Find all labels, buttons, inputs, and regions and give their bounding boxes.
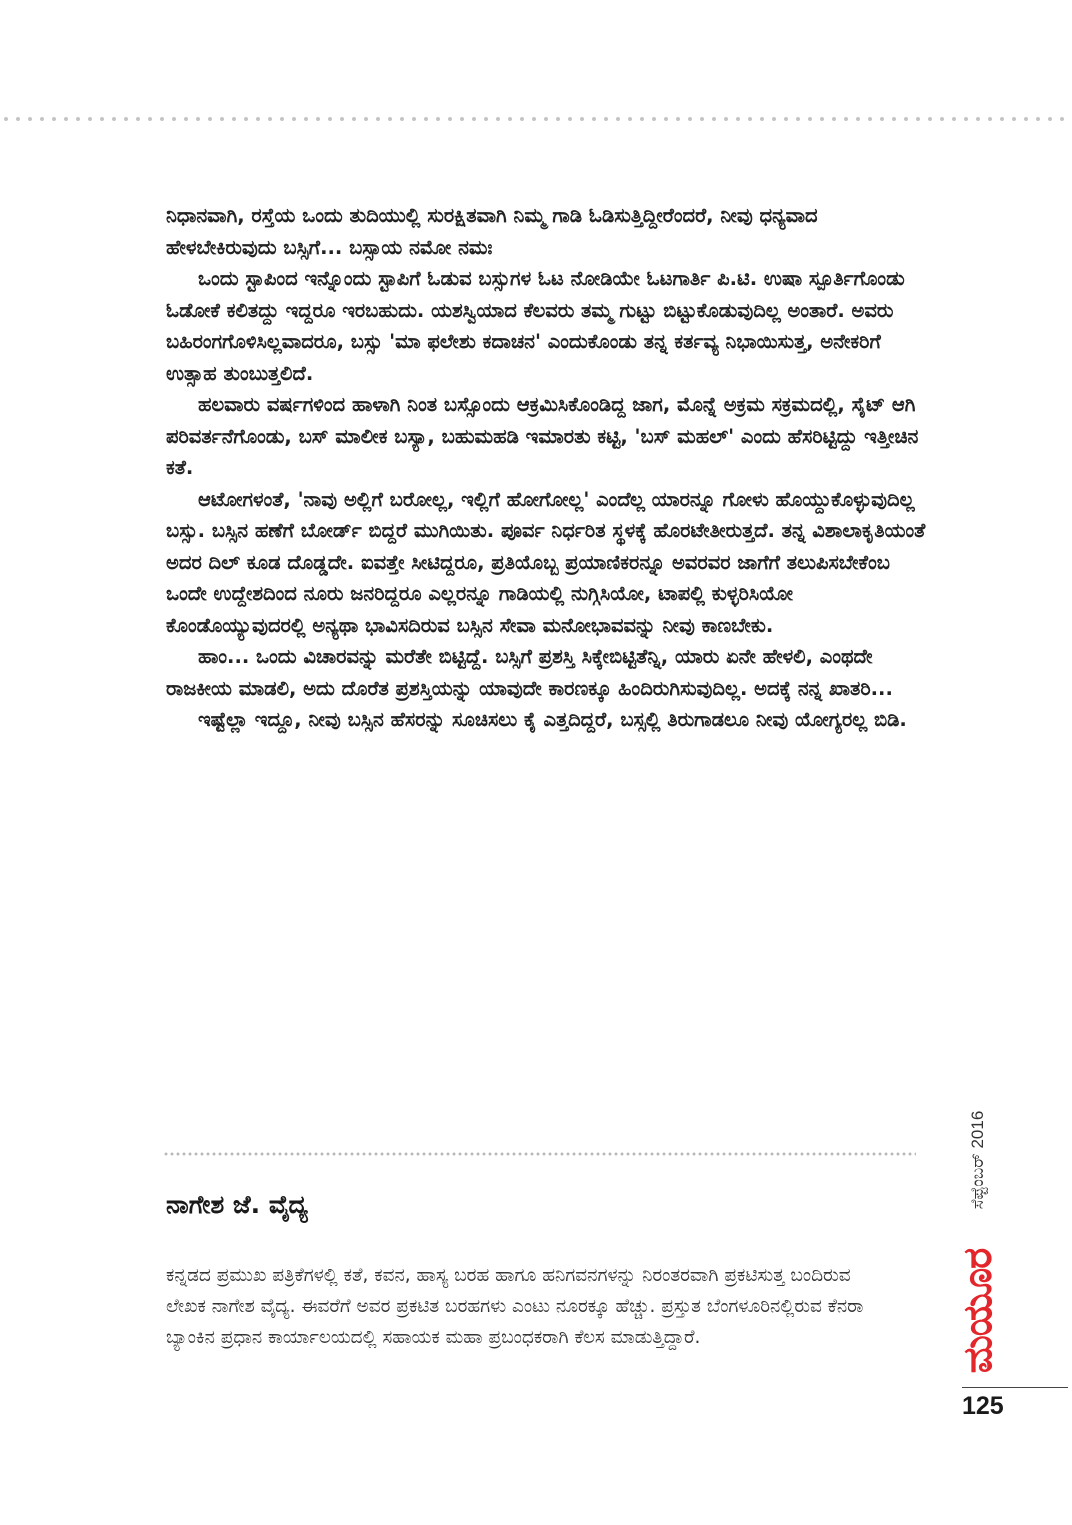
magazine-logo (955, 1240, 1001, 1382)
issue-date-text: ಸೆಪ್ಟೆಂಬರ್ 2016 (968, 1110, 987, 1210)
article-paragraph-6: ಇಷ್ಟೆಲ್ಲಾ ಇದ್ದೂ, ನೀವು ಬಸ್ಸಿನ ಹೆಸರನ್ನು ಸೂಚಿಸಲು ಕೈ ಎತ್ತದಿದ್ದರೆ, ಬಸ್ಸಲ್ಲಿ ತಿರುಗಾಡಲೂ ನೀವು ಯೋಗ್ಯರಲ್ಲ ಬಿಡಿ. (198, 708, 907, 731)
top-dotted-border (0, 116, 1072, 122)
author-bio: ಕನ್ನಡದ ಪ್ರಮುಖ ಪತ್ರಿಕೆಗಳಲ್ಲಿ ಕತೆ, ಕವನ, ಹಾಸ್ಯ ಬರಹ ಹಾಗೂ ಹನಿಗವನಗಳನ್ನು ನಿರಂತರವಾಗಿ ಪ್ರಕಟಿಸುತ್ತ ಬಂದಿರುವ ಲೇಖಕ ನಾಗೇಶ ವೈದ್ಯ. ಈವರೆಗೆ ಅವರ ಪ್ರಕಟಿತ ಬರಹಗಳು ಎಂಟು ನೂರಕ್ಕೂ ಹೆಚ್ಚು. ಪ್ರಸ್ತುತ ಬೆಂಗಳೂರಿನಲ್ಲಿರುವ ಕೆನರಾ ಬ್ಯಾಂಕಿನ ಪ್ರಧಾನ ಕಾರ್ಯಾಲಯದಲ್ಲಿ ಸಹಾಯಕ ಮಹಾ ಪ್ರಬಂಧಕರಾಗಿ ಕೆಲಸ ಮಾಡುತ್ತಿದ್ದಾರೆ. (166, 1265, 864, 1348)
article-paragraph-4: ಆಟೋಗಳಂತೆ, 'ನಾವು ಅಲ್ಲಿಗೆ ಬರೋಲ್ಲ, ಇಲ್ಲಿಗೆ ಹೋಗೋಲ್ಲ' ಎಂದೆಲ್ಲ ಯಾರನ್ನೂ ಗೋಳು ಹೊಯ್ದುಕೊಳ್ಳುವುದಿಲ್ಲ ಬಸ್ಸು. ಬಸ್ಸಿನ ಹಣೆಗೆ ಬೋರ್ಡ್ ಬಿದ್ದರೆ ಮುಗಿಯಿತು. ಪೂರ್ವ ನಿರ್ಧರಿತ ಸ್ಥಳಕ್ಕೆ ಹೊರಟೇತೀರುತ್ತದೆ. ತನ್ನ ವಿಶಾಲಾಕೃತಿಯಂತೆ ಅದರ ದಿಲ್ ಕೂಡ ದೊಡ್ಡದೇ. ಐವತ್ತೇ ಸೀಟಿದ್ದರೂ, ಪ್ರತಿಯೊಬ್ಬ ಪ್ರಯಾಣಿಕರನ್ನೂ ಅವರವರ ಜಾಗೆಗೆ ತಲುಪಿಸಬೇಕೆಂಬ ಒಂದೇ ಉದ್ದೇಶದಿಂದ ನೂರು ಜನರಿದ್ದರೂ ಎಲ್ಲರನ್ನೂ ಗಾಡಿಯಲ್ಲಿ ನುಗ್ಗಿಸಿಯೋ, ಟಾಪಲ್ಲಿ ಕುಳ್ಳರಿಸಿಯೋ ಕೊಂಡೊಯ್ಯುವುದರಲ್ಲಿ ಅನ್ಯಥಾ ಭಾವಿಸದಿರುವ ಬಸ್ಸಿನ ಸೇವಾ ಮನೋಭಾವವನ್ನು ನೀವು ಕಾಣಬೇಕು. (166, 487, 926, 637)
article-body (166, 200, 926, 736)
page-number-rule (962, 1387, 1068, 1388)
article-paragraph-5: ಹಾಂ... ಒಂದು ವಿಚಾರವನ್ನು ಮರೆತೇ ಬಿಟ್ಟಿದ್ದೆ. ಬಸ್ಸಿಗೆ ಪ್ರಶಸ್ತಿ ಸಿಕ್ಕೇಬಿಟ್ಟಿತೆನ್ನಿ, ಯಾರು ಏನೇ ಹೇಳಲಿ, ಎಂಥದೇ ರಾಜಕೀಯ ಮಾಡಲಿ, ಅದು ದೊರೆತ ಪ್ರಶಸ್ತಿಯನ್ನು ಯಾವುದೇ ಕಾರಣಕ್ಕೂ ಹಿಂದಿರುಗಿಸುವುದಿಲ್ಲ. ಅದಕ್ಕೆ ನನ್ನ ಖಾತರಿ... (166, 645, 893, 700)
article-paragraph-1: ನಿಧಾನವಾಗಿ, ರಸ್ತೆಯ ಒಂದು ತುದಿಯುಲ್ಲಿ ಸುರಕ್ಷಿತವಾಗಿ ನಿಮ್ಮ ಗಾಡಿ ಓಡಿಸುತ್ತಿದ್ದೀರೆಂದರೆ, ನೀವು ಧನ್ಯವಾದ ಹೇಳಬೇಕಿರುವುದು ಬಸ್ಸಿಗೆ... ಬಸ್ಸಾಯ ನಮೋ ನಮಃ (166, 204, 818, 259)
bio-dotted-divider (163, 1152, 916, 1156)
author-name: ನಾಗೇಶ ಜೆ. ವೈದ್ಯ (166, 1190, 309, 1219)
issue-date (960, 1100, 996, 1220)
article-paragraph-2: ಒಂದು ಸ್ಟಾಪಿಂದ ಇನ್ನೊಂದು ಸ್ಟಾಪಿಗೆ ಓಡುವ ಬಸ್ಸುಗಳ ಓಟ ನೋಡಿಯೇ ಓಟಗಾರ್ತಿ ಪಿ.ಟಿ. ಉಷಾ ಸ್ಪೂರ್ತಿಗೊಂಡು ಓಡೋಕೆ ಕಲಿತದ್ದು ಇದ್ದರೂ ಇರಬಹುದು. ಯಶಸ್ವಿಯಾದ ಕೆಲವರು ತಮ್ಮ ಗುಟ್ಟು ಬಿಟ್ಟುಕೊಡುವುದಿಲ್ಲ ಅಂತಾರೆ. ಅವರು ಬಹಿರಂಗಗೊಳಿಸಿಲ್ಲವಾದರೂ, ಬಸ್ಸು 'ಮಾ ಫಲೇಶು ಕದಾಚನ' ಎಂದುಕೊಂಡು ತನ್ನ ಕರ್ತವ್ಯ ನಿಭಾಯಿಸುತ್ತ, ಅನೇಕರಿಗೆ ಉತ್ಸಾಹ ತುಂಬುತ್ತಲಿದೆ. (166, 267, 905, 385)
article-paragraph-3: ಹಲವಾರು ವರ್ಷಗಳಿಂದ ಹಾಳಾಗಿ ನಿಂತ ಬಸ್ಸೊಂದು ಆಕ್ರಮಿಸಿಕೊಂಡಿದ್ದ ಜಾಗ, ಮೊನ್ನೆ ಅಕ್ರಮ ಸಕ್ರಮದಲ್ಲಿ, ಸೈಟ್ ಆಗಿ ಪರಿವರ್ತನೆಗೊಂಡು, ಬಸ್ ಮಾಲೀಕ ಬಸ್ಯಾ, ಬಹುಮಹಡಿ ಇಮಾರತು ಕಟ್ಟಿ, 'ಬಸ್ ಮಹಲ್' ಎಂದು ಹೆಸರಿಟ್ಟಿದ್ದು ಇತ್ತೀಚಿನ ಕತೆ. (166, 393, 919, 479)
magazine-logo-text: ಮಯೂರ (955, 1248, 1001, 1374)
page-number: 125 (962, 1392, 1004, 1420)
